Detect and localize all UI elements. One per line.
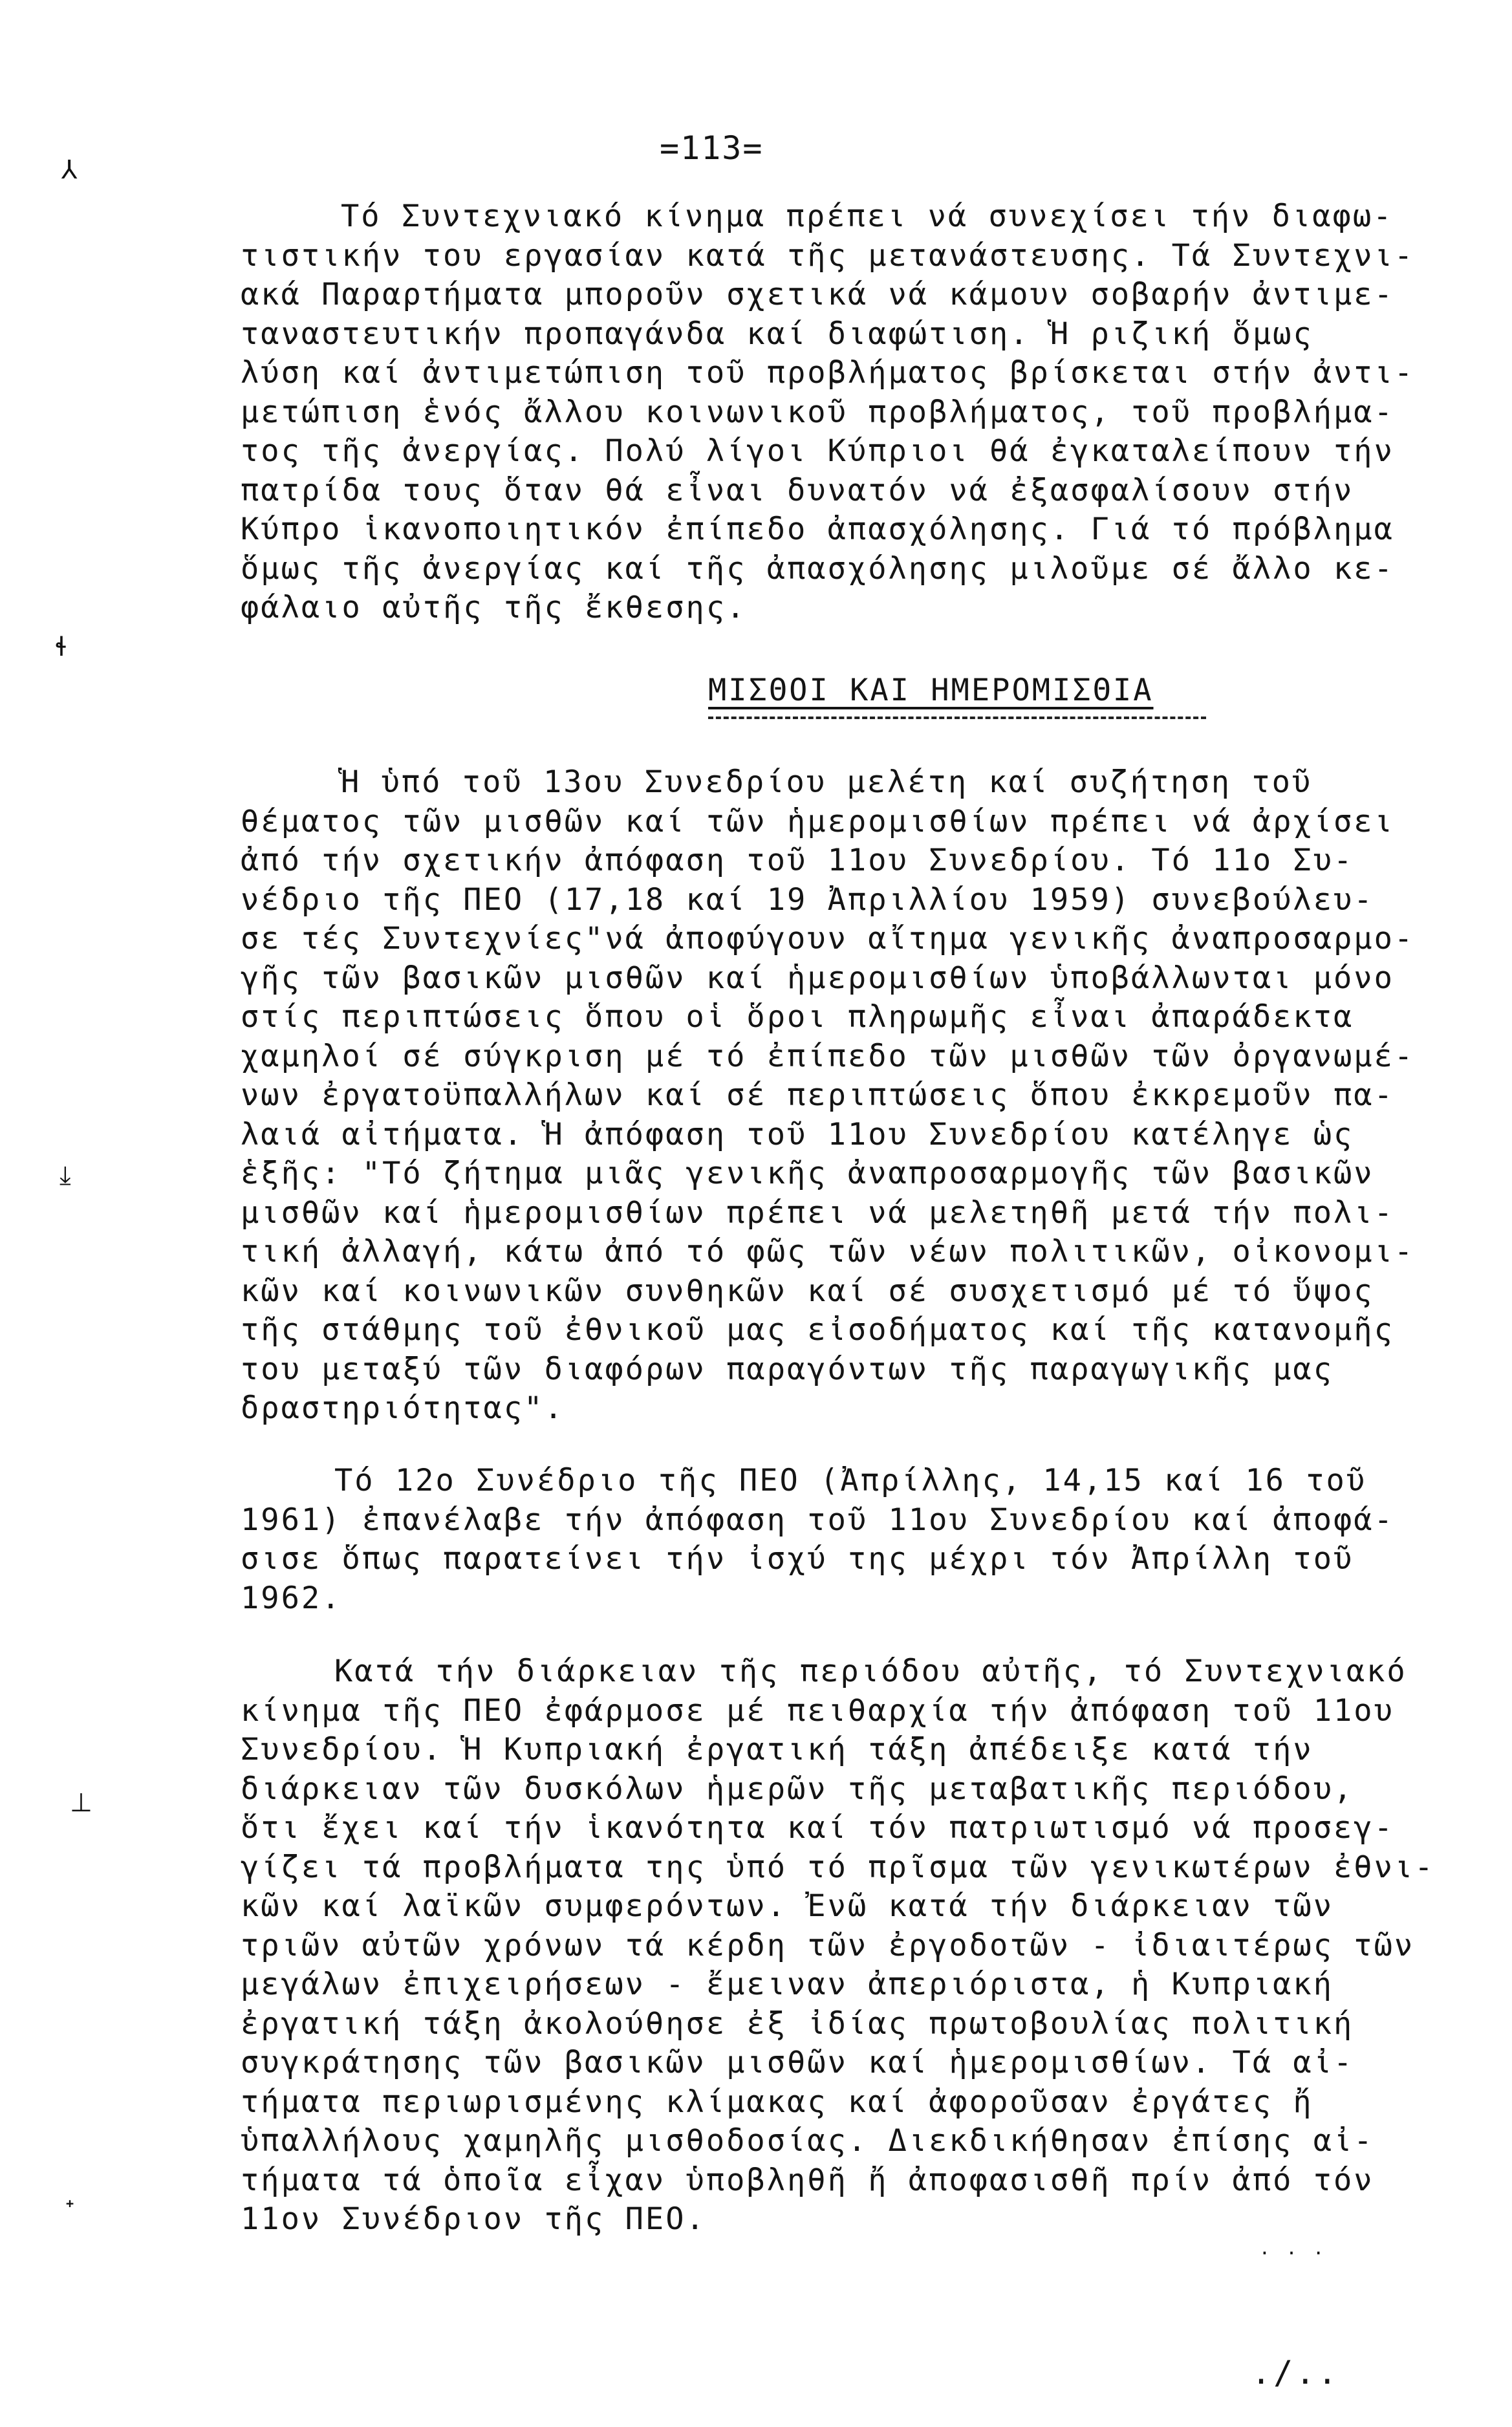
text-line: τήματα τά ὁποῖα εἶχαν ὑποβληθῆ ἤ ἀποφασισθῆ πρίν ἀπό τόν [241,2162,1374,2198]
paragraph-1 [241,197,1415,628]
text-line: κίνημα τῆς ΠΕΟ ἐφάρμοσε μέ πειθαρχία τήν ἀπόφαση τοῦ 11ου [241,1692,1394,1729]
text-line: τική ἀλλαγή, κάτω ἀπό τό φῶς τῶν νέων πολιτικῶν, οἰκονομι- [241,1234,1415,1269]
text-line: στίς περιπτώσεις ὅπου οἱ ὅροι πληρωμῆς εἶναι ἀπαράδεκτα [241,999,1354,1035]
paragraph-3 [241,1462,1405,1618]
text-line: κῶν καί λαϊκῶν συμφερόντων. Ἐνῶ κατά τήν διάρκειαν τῶν [241,1888,1334,1924]
continuation-mark: ./.. [1251,2354,1340,2391]
text-line: διάρκειαν τῶν δυσκόλων ἡμερῶν τῆς μεταβατικῆς περιόδου, [241,1771,1354,1807]
text-line: ὑπαλλήλους χαμηλῆς μισθοδοσίας. Διεκδικήθησαν ἐπίσης αἰ- [241,2123,1374,2159]
margin-mark: ⊥ [70,1788,92,1818]
text-line: 11ον Συνέδριον τῆς ΠΕΟ. [241,2201,706,2237]
text-line: μισθῶν καί ἡμερομισθίων πρέπει νά μελετηθῆ μετά τήν πολι- [241,1194,1394,1231]
text-line: ακά Παραρτήματα μποροῦν σχετικά νά κάμουν σοβαρήν ἀντιμε- [241,277,1394,312]
text-line: ἐργατική τάξη ἀκολούθησε ἐξ ἰδίας πρωτοβουλίας πολιτική [241,2005,1354,2042]
heading-rule [708,717,1206,719]
text-line: γίζει τά προβλήματα της ὑπό τό πρῖσμα τῶν γενικωτέρων ἐθνι- [241,1849,1435,1885]
text-line: τος τῆς ἀνεργίας. Πολύ λίγοι Κύπριοι θά ἐγκαταλείπουν τήν [241,433,1394,469]
margin-mark: ᐩ [65,2194,75,2224]
page-number: =113= [660,129,764,167]
text-line: μετώπιση ἑνός ἄλλου κοινωνικοῦ προβλήματος, τοῦ προβλήμα- [241,394,1394,430]
margin-mark: ɬ [55,632,68,662]
text-line: λαιά αἰτήματα. Ἡ ἀπόφαση τοῦ 11ου Συνεδρίου κατέληγε ὡς [241,1116,1354,1152]
text-line: Κατά τήν διάρκειαν τῆς περιόδου αὐτῆς, τό Συντεχνιακό [334,1654,1407,1689]
text-line: νέδριο τῆς ΠΕΟ (17,18 καί 19 Ἀπριλλίου 1959) συνεβούλευ- [241,881,1374,918]
text-line: χαμηλοί σέ σύγκριση μέ τό ἐπίπεδο τῶν μισθῶν τῶν ὀργανωμέ- [241,1038,1415,1074]
text-line: τριῶν αὐτῶν χρόνων τά κέρδη τῶν ἐργοδοτῶν - ἰδιαιτέρως τῶν [241,1927,1415,1963]
text-line: φάλαιο αὐτῆς τῆς ἔκθεσης. [241,590,747,625]
text-line: Κύπρο ἱκανοποιητικόν ἐπίπεδο ἀπασχόλησης. Γιά τό πρόβλημα [241,512,1394,547]
text-line: ὅμως τῆς ἀνεργίας καί τῆς ἀπασχόλησης μιλοῦμε σέ ἄλλο κε- [241,550,1394,587]
text-line: θέματος τῶν μισθῶν καί τῶν ἡμερομισθίων πρέπει νά ἀρχίσει [241,803,1394,839]
text-line: λύση καί ἀντιμετώπιση τοῦ προβλήματος βρίσκεται στήν ἀντι- [241,355,1415,391]
text-line: δραστηριότητας". [241,1390,565,1426]
text-line: του μεταξύ τῶν διαφόρων παραγόντων τῆς παραγωγικῆς μας [241,1351,1334,1387]
text-line: Τό Συντεχνιακό κίνημα πρέπει νά συνεχίσει τήν διαφω- [341,199,1394,234]
text-line: κῶν καί κοινωνικῶν συνθηκῶν καί σέ συσχετισμό μέ τό ὕψος [241,1273,1374,1309]
text-line: συγκράτησης τῶν βασικῶν μισθῶν καί ἡμερομισθίων. Τά αἰ- [241,2045,1354,2080]
text-line: σισε ὅπως παρατείνει τήν ἰσχύ της μέχρι τόν Ἀπρίλλη τοῦ [241,1541,1354,1577]
text-line: 1961) ἐπανέλαβε τήν ἀπόφαση τοῦ 11ου Συνεδρίου καί ἀποφά- [241,1502,1394,1538]
ellipsis-mark: . . . [1261,2234,1329,2260]
text-line: ταναστευτικήν προπαγάνδα καί διαφώτιση. Ἡ ριζική ὅμως [241,316,1313,352]
paragraph-2 [241,763,1415,1429]
text-line: ἑξῆς: "Τό ζήτημα μιᾶς γενικῆς ἀναπροσαρμογῆς τῶν βασικῶν [241,1156,1374,1191]
text-line: τιστικήν του εργασίαν κατά τῆς μετανάστευσης. Τά Συντεχνι- [241,237,1415,274]
margin-mark: ⅄ [61,155,78,185]
text-line: Ἡ ὑπό τοῦ 13ου Συνεδρίου μελέτη καί συζήτηση τοῦ [341,764,1313,800]
text-line: πατρίδα τους ὅταν θά εἶναι δυνατόν νά ἐξασφαλίσουν στήν [241,472,1354,508]
text-line: ἀπό τήν σχετικήν ἀπόφαση τοῦ 11ου Συνεδρίου. Τό 11ο Συ- [241,843,1354,878]
text-line: μεγάλων ἐπιχειρήσεων - ἔμειναν ἀπεριόριστα, ἡ Κυπριακή [241,1967,1334,2002]
text-line: 1962. [241,1580,342,1616]
text-line: Τό 12ο Συνέδριο τῆς ΠΕΟ (Ἀπρίλλης, 14,15 καί 16 τοῦ [334,1463,1367,1498]
text-line: τήματα περιωρισμένης κλίμακας καί ἀφοροῦσαν ἐργάτες ἤ [241,2084,1313,2120]
text-line: τῆς στάθμης τοῦ ἐθνικοῦ μας εἰσοδήματος καί τῆς κατανομῆς [241,1312,1394,1348]
text-line: νων ἐργατοϋπαλλήλων καί σέ περιπτώσεις ὅπου ἐκκρεμοῦν πα- [241,1077,1394,1113]
text-line: σε τές Συντεχνίες"νά ἀποφύγουν αἴτημα γενικῆς ἀναπροσαρμο- [241,921,1415,956]
text-line: Συνεδρίου. Ἡ Κυπριακή ἐργατική τάξη ἀπέδειξε κατά τήν [241,1732,1313,1767]
text-line: ὅτι ἔχει καί τήν ἱκανότητα καί τόν πατριωτισμό νά προσεγ- [241,1810,1394,1846]
paragraph-4 [241,1652,1435,2239]
section-heading: ΜΙΣΘΟΙ ΚΑΙ ΗΜΕΡΟΜΙΣΘΙΑ [708,673,1154,708]
margin-mark: ⤓ [59,1161,71,1191]
text-line: γῆς τῶν βασικῶν μισθῶν καί ἡμερομισθίων ὑποβάλλωνται μόνο [241,960,1394,996]
